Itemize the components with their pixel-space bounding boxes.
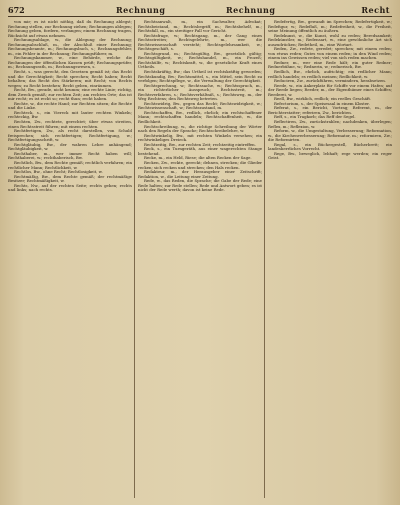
entry-paragraph: Regal, s., ein Büchergestell, Bücherbrett; ein landesherrliches Vorrecht. — [268, 141, 392, 152]
entry-paragraph: Reflectiren, Zw., zurückstrahlen; nachdenken, überlegen; Reflex, m.; Reflexion, w. — [268, 119, 392, 129]
entry-paragraph: Redakteur, m., der Herausgeber einer Zeitschrift; Redaktion, w., die Leitung einer Zeitung. — [138, 169, 262, 179]
entry-paragraph: Rechtmäßig, Bw., dem Rechte gemäß; der rechtmäßige Besitzer; Rechtmäßigkeit, w. — [8, 173, 132, 184]
entry-paragraph: Recke, m., ein Held, Riese; die alten Recken der Sage. — [144, 155, 252, 161]
entry-paragraph: Rechtschreibung, w., die richtige Schreibung der Wörter nach den Regeln der Sprache; Rechtschreibelehre, w. — [138, 123, 262, 134]
entry-paragraph: Reduciren, Zw., zurückführen, vermindern, herabsetzen. — [274, 78, 386, 84]
entry-paragraph: Rechtschaffen, Bw., redlich, ehrlich; ein rechtschaffener Mann; rechtschaffen handeln; Rechtschaffenheit, w., die Redlichkeit. — [138, 109, 262, 125]
entry-paragraph: Rechts, Nw., auf der rechten Seite; rechts gehen; rechts und links; nach rechts. — [8, 182, 132, 193]
entry-paragraph: Reff, s., ein Tragkorb; das Reff der Segel. — [274, 114, 356, 120]
entry-paragraph: Rechtskräftig, Bw.; das Urtheil ist rechtskräftig geworden; Rechtskundig, Bw.; Rechtsmittel, s., ein Mittel, sein Recht zu verfolgen; Rechtspflege, w., die Verwaltung der Gerechtigkeit. — [138, 69, 262, 84]
column-head-1: Rechnung — [116, 5, 166, 15]
entry-paragraph: Reck, s., ein Turngeräth, aus einer wagerechten Stange bestehend. — [138, 146, 262, 156]
entry-paragraph: Rechtswidrig, Bw., gegen das Recht; Rechtswidrigkeit, w.; Rechtswissenschaft, w.; Rechtszustand, m. — [138, 100, 262, 111]
page-number: 672 — [8, 5, 25, 15]
entry-paragraph: Referat, s., ein Bericht, Vortrag; Referent, m., der Berichterstatter; referiren, Zw., berichten. — [268, 105, 392, 115]
entry-paragraph: Reede, w., ein Ankerplatz für Schiffe vor einem Hafen; auf der Reede liegen; Reeder, m., der Eigenthümer eines Schiffes; Reederei, w. — [268, 82, 392, 97]
entry-paragraph: Rege, Bw., beweglich, lebhaft; rege werden; ein reger Geist. — [268, 150, 392, 161]
entry-paragraph: Rechnungskammer, w., eine Behörde, welche die Rechnungen der öffentlichen Kassen prüft; Rechnungsprüfer, m.; Rechnungsrath, m.; Rechnungswesen, s. — [8, 55, 132, 70]
entry-paragraph: Rechten, Zw., rechtete, gerechtet; über etwas streiten, einen Rechtsstreit führen; mit einem rechten. — [8, 119, 132, 129]
entry-paragraph: Reform, w., die Umgestaltung, Verbesserung; Reformation, w., die Kirchenverbesserung; Reformator, m.; reformiren, Zw.; die Reformirten. — [268, 128, 392, 143]
entry-paragraph: Rechtgläubig, Bw., der wahren Lehre anhängend; Rechtgläubigkeit, w. — [8, 141, 132, 152]
entry-paragraph: Rechnungsablage, w., die Ablegung der Rechnung; Rechnungsabschluß, m., der Abschluß einer Rechnung; Rechnungsbeamte, m.; Rechnungsbuch, s.; Rechnungsfehler, m., ein Fehler in der Rechnung; Rechnungsführer, m. — [8, 37, 132, 56]
entry-paragraph: Rechtlos, Bw., ohne Recht; Rechtlosigkeit, w. — [14, 169, 103, 175]
entry-paragraph: Reell, Bw., wirklich, redlich; ein reelles Geschäft. — [274, 96, 372, 102]
entry-paragraph: Refectorium, s., der Speisesaal in einem Kloster. — [274, 100, 370, 106]
entry-paragraph: Rechteck, s., ein Viereck mit lauter rechten Winkeln; rechteckig, Bw. — [8, 109, 132, 120]
entry-paragraph: Redefertig, Bw., gewandt im Sprechen; Redefertigkeit, w.; Redefigur, w.; Redefluß, m.; Redefreiheit, w., die Freiheit, seine Meinung öffentlich zu äußern. — [268, 20, 392, 34]
text-column-3 — [268, 20, 392, 500]
entry-paragraph: Rechte, w., die rechte Hand; zur Rechten sitzen; die Rechte und die Linke. — [8, 100, 132, 111]
entry-paragraph: Rechtsgrund, m.; Rechtsgültig, Bw., gesetzlich gültig; Rechtsgültigkeit, w.; Rechtshandel, m., ein Prozeß; Rechtshülfe, w.; Rechtskraft, w., die gesetzliche Kraft eines Urtheils. — [138, 50, 262, 70]
column-divider — [264, 20, 265, 498]
entry-paragraph: Rede, w., das Reden, die Sprache; die Gabe der Rede; eine Rede halten; zur Rede stellen; Rede und Antwort geben; es ist nicht der Rede werth; davon ist keine Rede. — [138, 178, 262, 193]
column-head-2: Rechnung — [226, 5, 276, 15]
entry-paragraph: Rechtsfrage, w.; Rechtsgang, m., der Gang eines Rechtsstreites; Rechtsgelehrte, m., wer die Rechtswissenschaft versteht; Rechtsgelehrsamkeit, w.; Rechtsgeschäft, s. — [138, 32, 262, 52]
entry-paragraph: Rechtsanwalt, m., ein Sachwalter, Advokat; Rechtsbeistand, m.; Rechtsbegriff, m.; Rechtsbehelf, m.; Rechtsfall, m., ein streitiger Fall vor Gericht. — [138, 20, 262, 34]
column-head-3: Recht — [361, 5, 390, 15]
column-divider — [134, 20, 135, 498]
entry-paragraph: Rechtfertigen, Zw., als recht darstellen, von Schuld freisprechen; sich rechtfertigen; Rechtfertigung, w.; Rechtfertigungsschrift, w. — [8, 128, 132, 143]
entry-paragraph: Rechtzeitig, Bw., zur rechten Zeit; rechtzeitig eintreffen. — [144, 141, 256, 147]
entry-paragraph: Recht, s., was gerecht, den Gesetzen gemäß ist; das Recht und die Gerechtigkeit; Recht sprechen; Recht haben; Recht behalten; das Recht des Stärkeren; mit Recht; von Rechts wegen; zu Recht bestehen; Recht geben, einräumen. — [8, 69, 132, 88]
entry-paragraph: Rechtsprechung, w.; Rechtssache, w.; Rechtsspruch, m., ein richterlicher Ausspruch; Rechtsstreit, m.; Rechtsverfahren, s.; Rechtsverhältniß, s.; Rechtsweg, m., der Weg Rechtens; den Rechtsweg betreten. — [138, 82, 262, 102]
entry-paragraph: Recken, Zw., reckte, gereckt; dehnen, strecken; die Glieder recken; sich recken und strecken; den Hals recken. — [138, 159, 262, 170]
entry-paragraph: Redlich, Bw., ehrlich, aufrichtig; ein redlicher Mann; redlich handeln; es redlich meinen; Redlichkeit, w. — [268, 69, 392, 79]
text-column-2 — [138, 20, 262, 500]
text-column-1 — [8, 20, 132, 500]
entry-paragraph: von mir; es ist nicht nöthig, daß du Rechnung ablegst; Rechnung stellen, zur Rechnung ziehen; Rechnungen ablegen; Rechnung geben, fordern, verlangen; einem Rechnung tragen, Rücksicht auf etwas nehmen. — [8, 20, 132, 38]
entry-paragraph: Recht, Bw., gerade, nicht krumm; eine rechte Linie; richtig, dem Zweck gemäß; zur rechten Zeit; am rechten Orte; das ist mir recht; es ist recht so; recht thun; recht haben. — [8, 87, 132, 102]
entry-paragraph: Rechtwinkelig, Bw., mit rechten Winkeln versehen; ein rechtwinkeliges Dreieck. — [138, 132, 262, 143]
entry-paragraph: Rechtlich, Bw., dem Rechte gemäß; rechtlich verfahren; ein rechtlicher Mann; Rechtlichkeit, w. — [8, 159, 132, 170]
entry-paragraph: Redekunst, w., die Kunst, wohl zu reden; Beredsamkeit; Redekünstler, m.; Redensart, w., eine gewöhnliche Art sich auszudrücken; Redetheil, m., eine Wortart. — [268, 32, 392, 47]
entry-paragraph: Rechthaber, m., wer immer Recht haben will; Rechthaberei, w.; rechthaberisch, Bw. — [8, 150, 132, 161]
header-rule — [8, 16, 392, 17]
entry-paragraph: Reden, Zw., redete, geredet; sprechen; mit einem reden; von etwas reden; Gutes von einem reden; in den Wind reden; einem ins Gewissen reden; viel von sich reden machen. — [268, 46, 392, 61]
entry-paragraph: Redner, m., wer eine Rede hält; ein guter Redner; Rednerbühne, w.; Rednerin, w.; rednerisch, Bw. — [268, 59, 392, 70]
